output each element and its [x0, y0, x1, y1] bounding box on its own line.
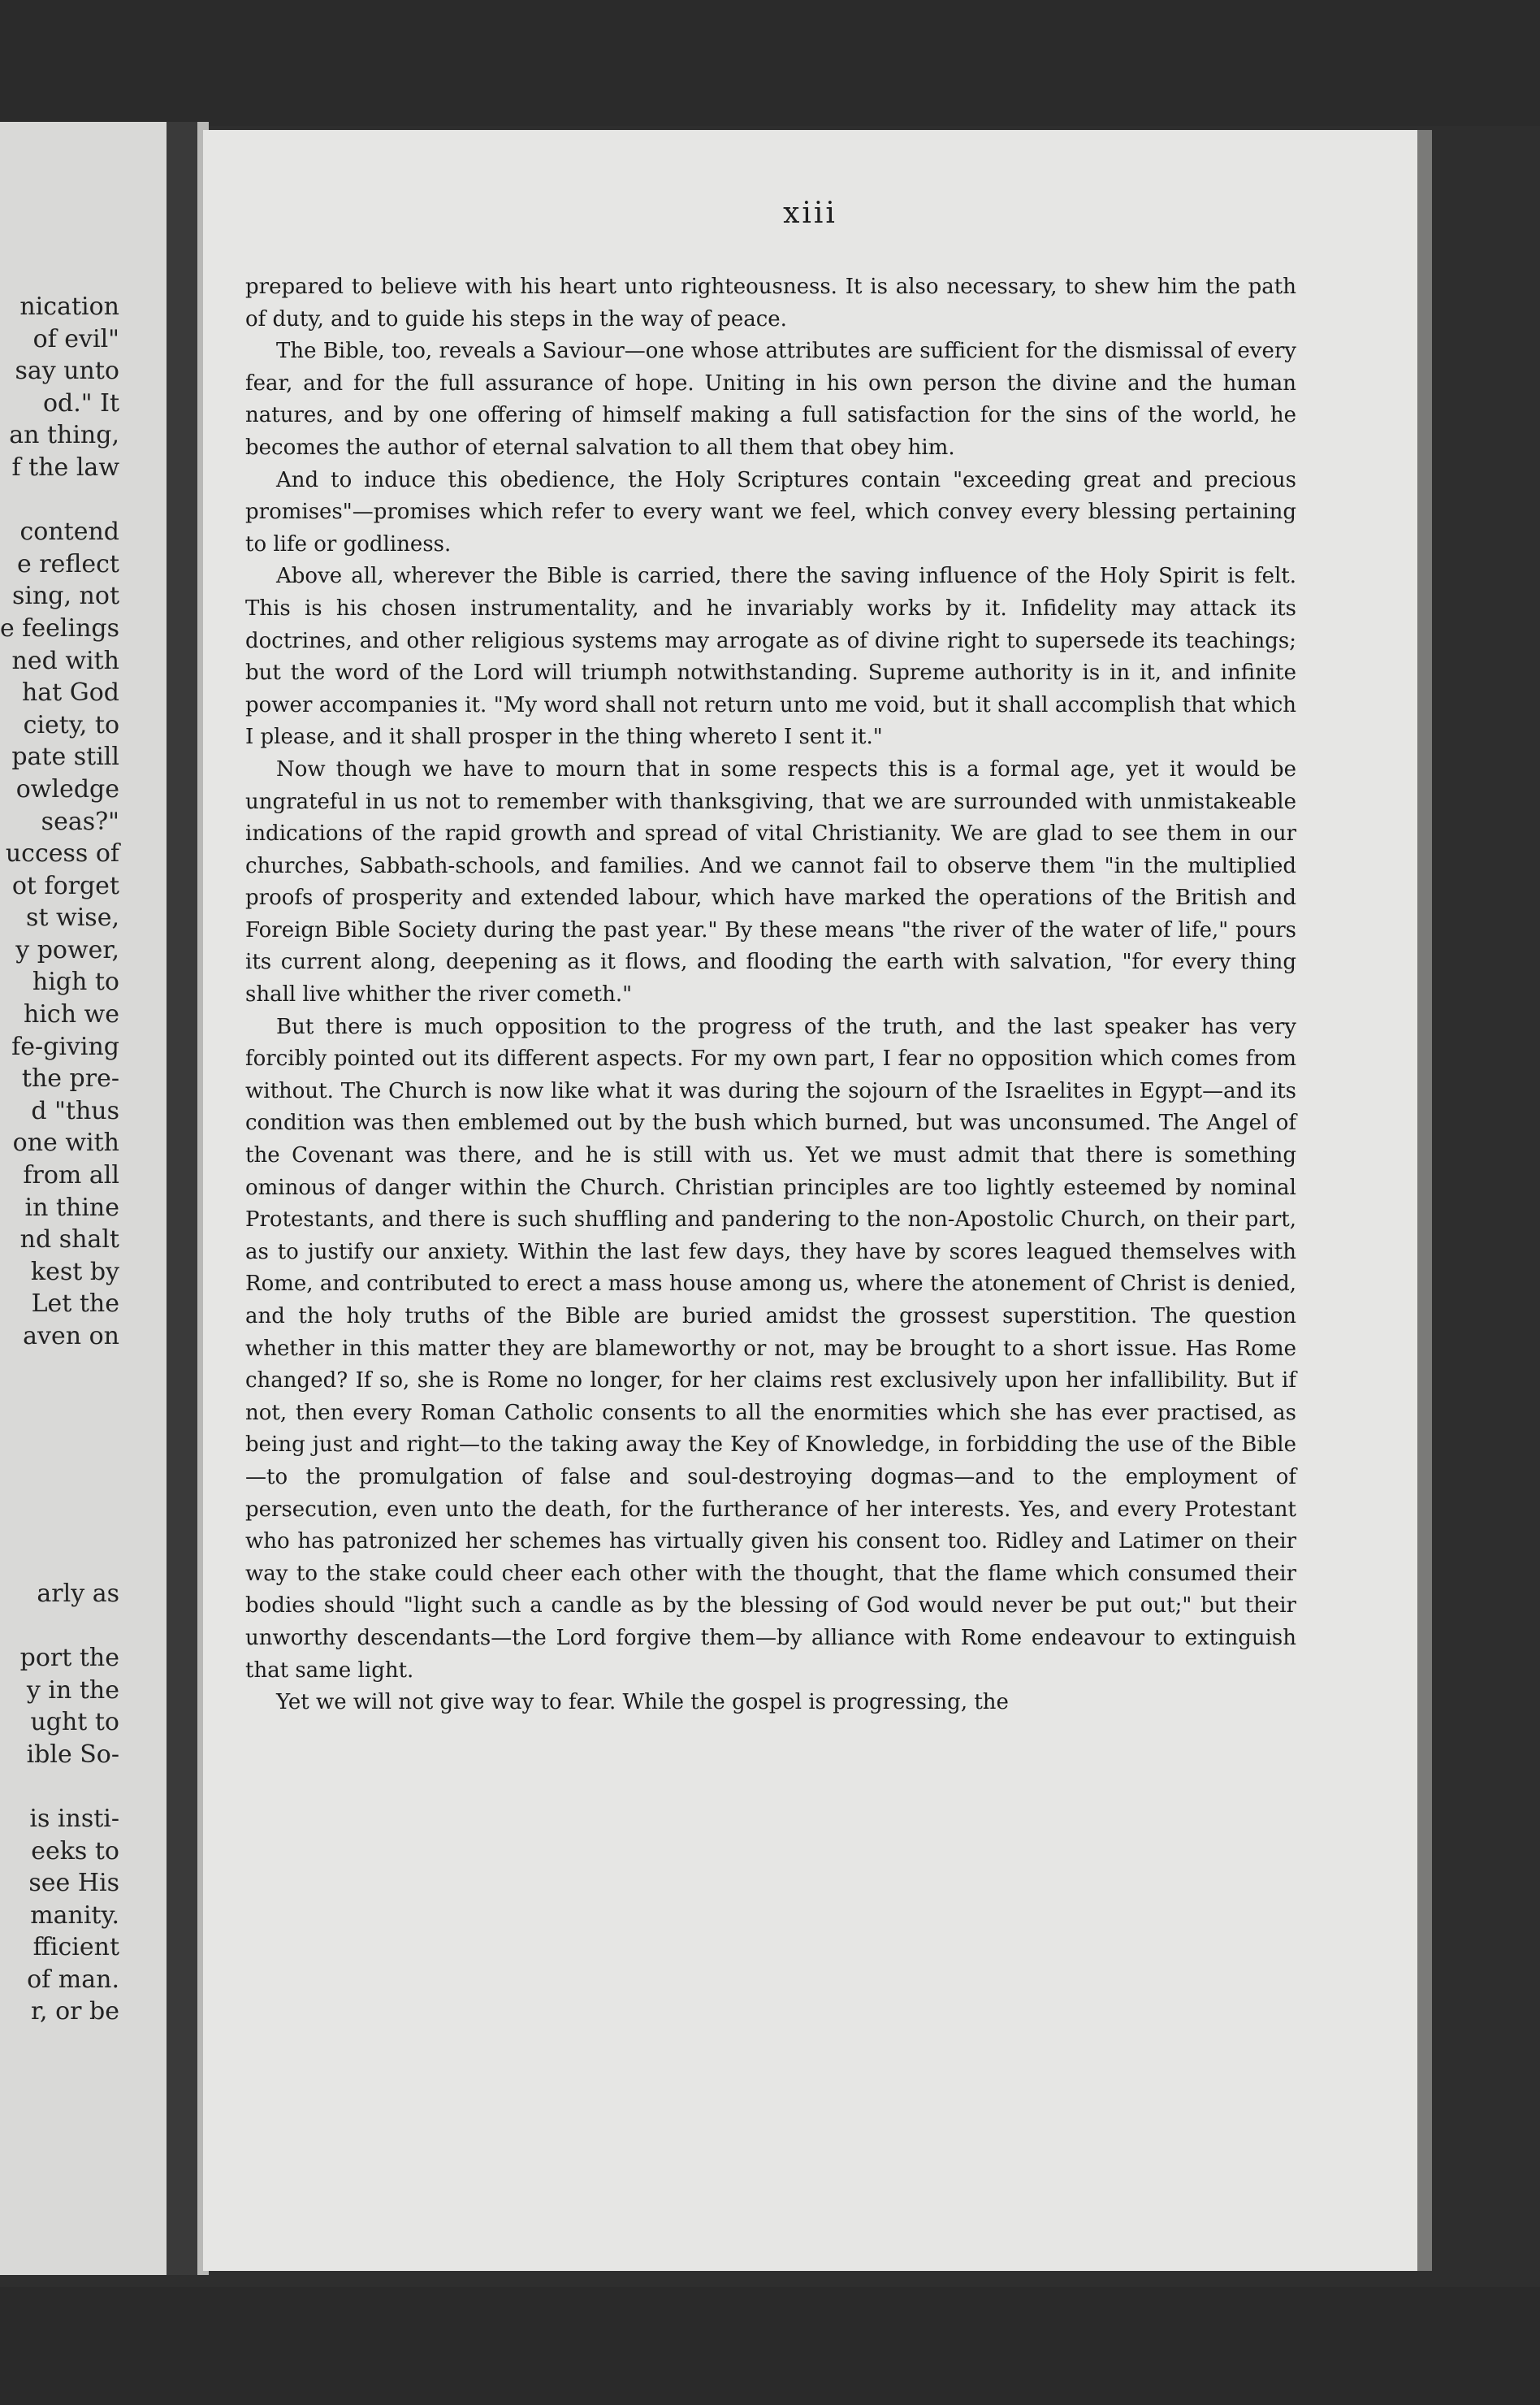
paragraph: Above all, wherever the Bible is carried, there the saving influence of the Holy Spirit is felt. This is his chosen instrumentality, and he invariably works by it. Infidelity may attack its doctrines, and other religious systems may arrogate as of divine right to supersede its teachings; but the word of the Lord will triumph notwithstanding. Supreme authority is in it, and infinite power accompanies it. "My word shall not return unto me void, but it shall accomplish that which I please, and it shall prosper in the thing whereto I sent it." — [245, 564, 1296, 750]
left-page-line: one with — [12, 1129, 119, 1158]
left-page-line: e reflect — [16, 549, 119, 578]
book-gutter — [167, 122, 197, 2275]
left-page-line: arly as — [37, 1579, 119, 1608]
left-page-line: kest by — [30, 1257, 119, 1286]
left-page-line: port the — [19, 1643, 119, 1672]
left-page-line: ible So- — [26, 1740, 119, 1769]
left-page-line: pate still — [11, 743, 119, 772]
left-page-line: of man. — [27, 1965, 119, 1994]
left-page-line: od." It — [42, 388, 119, 418]
left-page-line: in thine — [24, 1193, 119, 1222]
left-page-line: the pre- — [21, 1064, 119, 1094]
left-page-blank-line — [0, 1481, 119, 1514]
left-page-blank-line — [0, 1514, 119, 1546]
body-text — [245, 271, 1296, 1719]
paragraph: The Bible, too, reveals a Saviour—one whose attributes are sufficient for the dismissal of every fear, and for the full assurance of hope. Uniting in his own person the divine and the human natures, and by one offering of himself making a full satisfaction for the sins of the world, he becomes the author of eternal salvation to all them that obey him. — [245, 339, 1296, 460]
left-page-line: is insti- — [29, 1804, 119, 1833]
main-page — [203, 130, 1417, 2271]
left-page-line: contend — [19, 518, 119, 547]
left-page-line: hat God — [21, 678, 119, 708]
left-page-line: seas?" — [41, 807, 119, 836]
paragraph: prepared to believe with his heart unto righteousness. It is also necessary, to shew him the path of duty, and to guide his steps in the way of peace. — [245, 275, 1296, 332]
left-page-blank-line — [0, 1770, 119, 1803]
paragraph: But there is much opposition to the progress of the truth, and the last speaker has very forcibly pointed out its different aspects. For my own part, I fear no opposition which comes from without. The Church is now like what it was during the sojourn of the Israelites in Egypt—and its condition was then emblemed out by the bush which burned, but was unconsumed. The Angel of the Covenant was there, and he is still with us. Yet we must admit that there is something ominous of danger within the Church. Christian principles are too lightly esteemed by nominal Protestants, and there is such shuffling and pandering to the non-Apostolic Church, on their part, as to justify our anxiety. Within the last few days, they have by scores leagued themselves with Rome, and contributed to erect a mass house among us, where the atonement of Christ is denied, and the holy truths of the Bible are buried amidst the grossest superstition. The question whether in this matter they are blameworthy or not, may be brought to a short issue. Has Rome changed? If so, she is Rome no longer, for her claims rest exclusively upon her infallibility. But if not, then every Roman Catholic consents to all the enormities which she has ever practised, as being just and right—to the taking away the Key of Knowledge, in forbidding the use of the Bible—to the promulgation of false and soul-destroying dogmas—and to the employment of persecution, even unto the death, for the furtherance of her interests. Yes, and every Protestant who has patronized her schemes has virtually given his consent too. Ridley and Latimer on their way to the stake could cheer each other with the thought, that the flame which consumed their bodies should "light such a candle as by the blessing of God would never be put out;" but their unworthy descendants—the Lord forgive them—by alliance with Rome endeavour to extinguish that same light. — [245, 1014, 1296, 1683]
left-page-line: see His — [28, 1869, 119, 1898]
page-number: xiii — [783, 197, 837, 230]
left-page-line: uccess of — [5, 839, 119, 869]
left-page-line: eeks to — [31, 1836, 119, 1866]
left-page-blank-line — [0, 1353, 119, 1385]
scanner-border-top — [0, 0, 1540, 126]
left-page-line: y power, — [15, 935, 119, 964]
left-page-text — [0, 291, 119, 2028]
left-page-line: d "thus — [31, 1096, 119, 1125]
left-page-line: aven on — [23, 1322, 119, 1350]
left-page-line: e feelings — [0, 613, 119, 643]
left-page-line: an thing, — [9, 421, 119, 450]
paragraph: Now though we have to mourn that in some respects this is a formal age, yet it would be ungrateful in us not to remember with thanksgiving, that we are surrounded with unmistakeable indications of the rapid growth and spread of vital Christianity. We are glad to see them in our churches, Sabbath-schools, and families. And we cannot fail to observe them "in the multiplied proofs of prosperity and extended labour, which have marked the operations of the British and Foreign Bible Society during the past year." By these means "the river of the water of life," pours its current along, deepening as it flows, and flooding the earth with salvation, "for every thing shall live whither the river cometh." — [245, 756, 1296, 1008]
left-page-fragment — [0, 122, 167, 2275]
left-page-line: ot forget — [11, 871, 119, 900]
left-page-line: of evil" — [32, 324, 119, 353]
scanner-border-bottom — [0, 2287, 1540, 2405]
left-page-line: nd shalt — [19, 1225, 119, 1254]
left-page-blank-line — [0, 1417, 119, 1450]
left-page-line: f the law — [11, 453, 119, 482]
left-page-line: ught to — [30, 1708, 119, 1737]
left-page-line: say unto — [15, 357, 119, 386]
left-page-line: nication — [19, 292, 119, 321]
left-page-line: fe-giving — [11, 1032, 119, 1061]
left-page-blank-line — [0, 1610, 119, 1642]
left-page-line: high to — [32, 968, 119, 997]
left-page-line: owledge — [15, 774, 119, 804]
left-page-line: ned with — [11, 646, 119, 675]
left-page-line: manity. — [30, 1900, 119, 1930]
left-page-blank-line — [0, 1545, 119, 1578]
left-page-line: r, or be — [30, 1997, 119, 2026]
left-page-line: ciety, to — [23, 710, 119, 739]
paragraph: And to induce this obedience, the Holy Scriptures contain "exceeding great and precious promises"—promises which refer to every want we feel, which convey every blessing pertaining to life or godliness. — [245, 467, 1296, 557]
left-page-line: hich we — [23, 1000, 119, 1029]
left-page-line: y in the — [26, 1675, 119, 1705]
left-page-blank-line — [0, 1384, 119, 1417]
left-page-blank-line — [0, 1449, 119, 1481]
paragraph: Yet we will not give way to fear. While the gospel is progressing, the — [276, 1690, 1009, 1715]
left-page-blank-line — [0, 484, 119, 517]
left-page-line: st wise, — [26, 904, 119, 933]
left-page-line: from all — [23, 1161, 119, 1190]
left-page-line: sing, not — [11, 582, 119, 611]
left-page-line: fficient — [32, 1933, 119, 1962]
left-page-line: Let the — [31, 1289, 119, 1319]
